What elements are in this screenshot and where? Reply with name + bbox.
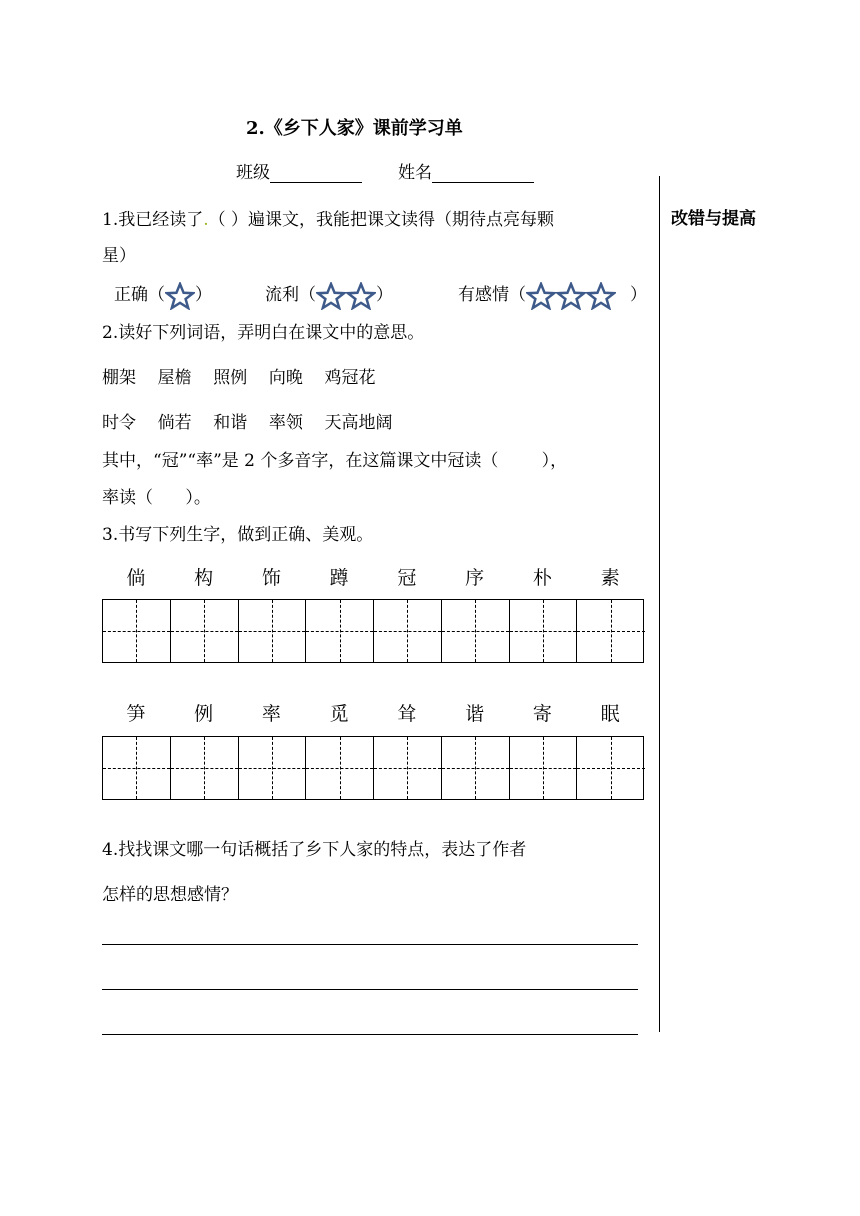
answer-line[interactable] [102, 989, 638, 990]
writing-cell[interactable] [306, 737, 374, 799]
character: 谐 [465, 703, 485, 725]
class-field [236, 158, 362, 183]
writing-cell[interactable] [171, 600, 239, 662]
q2-words-row1: 棚架 屋檐 照例 向晚 鸡冠花 [102, 368, 376, 388]
character: 素 [600, 567, 620, 589]
option-correct-label: 正确（ [114, 285, 165, 305]
character: 饰 [261, 567, 281, 589]
star-icon[interactable] [556, 282, 586, 310]
q2-polyphone-line2: 率读（ ）。 [102, 488, 211, 508]
character: 眠 [600, 703, 620, 725]
answer-line[interactable] [102, 1034, 638, 1035]
writing-grid-2 [102, 736, 644, 800]
q2-polyphone-line1: 其中，“冠”“率”是 2 个多音字，在这篇课文中冠读（ ）， [102, 451, 568, 471]
option-fluent-label: 流利（ [265, 285, 316, 305]
sidebar-title: 改错与提高 [671, 209, 756, 229]
writing-cell[interactable] [239, 737, 307, 799]
q1-option-correct: 正确（ ） [114, 280, 212, 310]
q4-line2: 怎样的思想感情？ [102, 885, 238, 905]
writing-cell[interactable] [103, 600, 171, 662]
writing-cell[interactable] [239, 600, 307, 662]
class-label: 班级 [236, 163, 270, 183]
name-label: 姓名 [398, 163, 432, 183]
name-blank[interactable] [432, 164, 534, 183]
class-blank[interactable] [270, 164, 362, 183]
writing-cell[interactable] [577, 737, 645, 799]
q1-option-fluent: 流利（ ） [265, 280, 393, 310]
q3-heading: 3.书写下列生字，做到正确、美观。 [102, 525, 374, 545]
character: 笋 [126, 703, 146, 725]
sidebar-divider [659, 176, 660, 1032]
character: 冠 [397, 567, 417, 589]
writing-cell[interactable] [374, 600, 442, 662]
star-icon[interactable] [165, 282, 195, 310]
writing-cell[interactable] [442, 600, 510, 662]
star-icon[interactable] [316, 282, 346, 310]
option-emotion-label: 有感情（ [458, 285, 526, 305]
page-title: 2.《乡下人家》课前学习单 [246, 118, 463, 139]
character: 寄 [532, 703, 552, 725]
q4-line1: 4.找找课文哪一句话概括了乡下人家的特点，表达了作者 [102, 840, 527, 860]
writing-cell[interactable] [577, 600, 645, 662]
character: 蹲 [329, 567, 349, 589]
q2-words-row2: 时令 倘若 和谐 率领 天高地阔 [102, 413, 393, 433]
character: 觅 [329, 703, 349, 725]
character: 例 [194, 703, 214, 725]
character: 朴 [532, 567, 552, 589]
q1-line1: 1.我已经读了.（ ）遍课文，我能把课文读得（期待点亮每颗 [102, 210, 555, 230]
character: 构 [194, 567, 214, 589]
writing-cell[interactable] [442, 737, 510, 799]
writing-cell[interactable] [374, 737, 442, 799]
character: 序 [465, 567, 485, 589]
writing-cell[interactable] [171, 737, 239, 799]
name-field [398, 158, 534, 183]
star-icon[interactable] [346, 282, 376, 310]
q2-heading: 2.读好下列词语，弄明白在课文中的意思。 [102, 323, 425, 343]
character: 率 [261, 703, 281, 725]
writing-cell[interactable] [510, 600, 578, 662]
writing-cell[interactable] [103, 737, 171, 799]
writing-grid-1 [102, 599, 644, 663]
star-icon[interactable] [586, 282, 616, 310]
writing-cell[interactable] [510, 737, 578, 799]
character: 倘 [126, 567, 146, 589]
star-icon[interactable] [526, 282, 556, 310]
writing-cell[interactable] [306, 600, 374, 662]
q1-option-emotion: 有感情（ ） [458, 280, 647, 310]
q1-line2: 星） [102, 246, 136, 266]
answer-line[interactable] [102, 944, 638, 945]
character: 耸 [397, 703, 417, 725]
